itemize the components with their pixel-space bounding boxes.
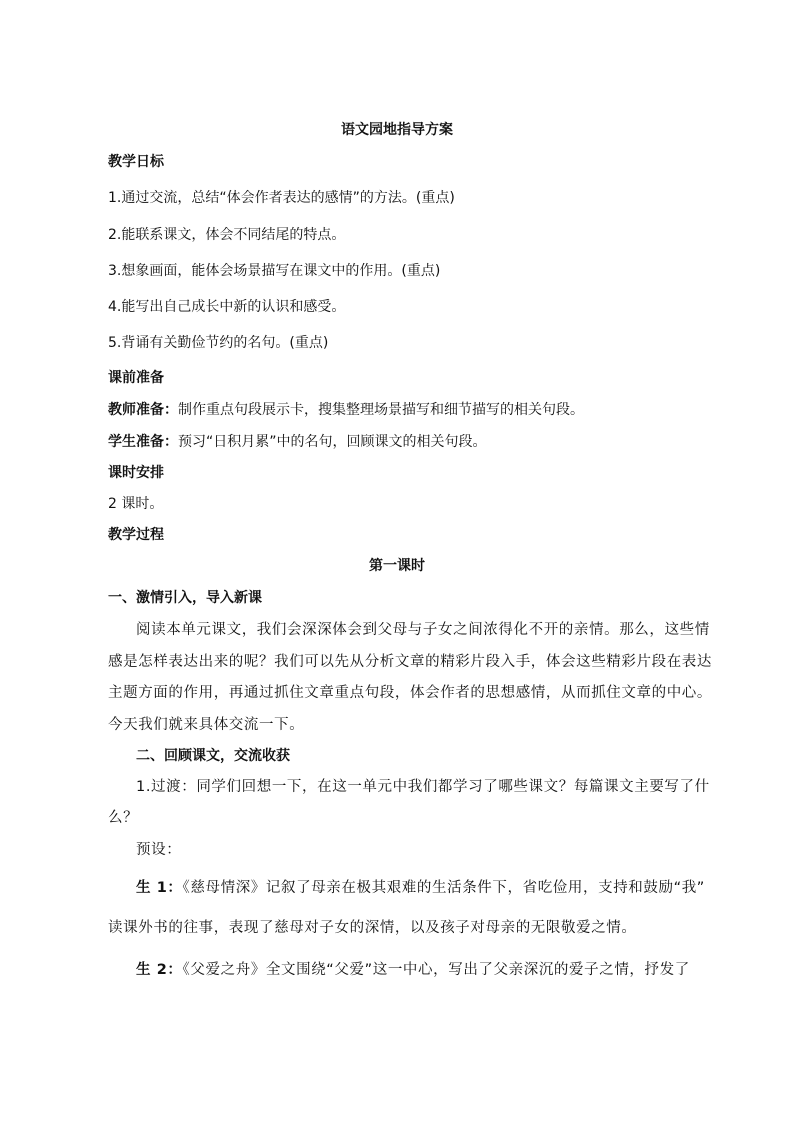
objective-item: 5.背诵有关勤俭节约的名句。(重点) <box>108 335 329 351</box>
teacher-prep-text: 制作重点句段展示卡，搜集整理场景描写和细节描写的相关句段。 <box>178 402 584 418</box>
objective-item: 3.想象画面，能体会场景描写在课文中的作用。(重点) <box>108 263 441 279</box>
student1-line: 读课外书的往事，表现了慈母对子女的深情，以及孩子对母亲的无限敬爱之情。 <box>108 920 637 936</box>
student1-label: 生 1： <box>136 880 183 896</box>
document-title: 语文园地指导方案 <box>341 122 453 138</box>
schedule-text: 2 课时。 <box>108 496 164 512</box>
prep-heading: 课前准备 <box>108 370 164 386</box>
part1-line: 主题方面的作用，再通过抓住文章重点句段，体会作者的思想感情，从而抓住文章的中心。 <box>108 685 712 701</box>
teacher-prep <box>108 400 708 420</box>
student1-line <box>108 878 708 898</box>
objective-item: 2.能联系课文，体会不同结尾的特点。 <box>108 227 346 243</box>
student2-label: 生 2： <box>136 962 183 978</box>
student1-text: 《慈母情深》记叙了母亲在极其艰难的生活条件下，省吃俭用，支持和鼓励“我” <box>182 880 705 896</box>
lesson-title: 第一课时 <box>369 558 425 574</box>
student-prep-label: 学生准备： <box>108 434 178 450</box>
objective-item: 4.能写出自己成长中新的认识和感受。 <box>108 299 346 315</box>
preset-label: 预设： <box>136 842 182 858</box>
part1-heading: 一、激情引入，导入新课 <box>108 590 262 606</box>
objective-item: 1.通过交流，总结“体会作者表达的感情”的方法。(重点) <box>108 190 455 206</box>
transition-line: 么？ <box>108 810 139 826</box>
part1-line: 今天我们就来具体交流一下。 <box>108 717 305 733</box>
teacher-prep-label: 教师准备： <box>108 402 178 418</box>
student2-text: 《父爱之舟》全文围绕“父爱”这一中心，写出了父亲深沉的爱子之情，抒发了 <box>182 962 690 978</box>
objectives-heading: 教学日标 <box>108 154 164 170</box>
transition-line: 1.过渡：同学们回想一下，在这一单元中我们都学习了哪些课文？每篇课文主要写了什 <box>136 779 710 795</box>
part1-line: 阅读本单元课文，我们会深深体会到父母与子女之间浓得化不开的亲情。那么，这些情 <box>136 622 710 638</box>
student-prep <box>108 432 708 452</box>
student2-line <box>108 960 708 980</box>
student-prep-text: 预习“日积月累”中的名句，回顾课文的相关句段。 <box>178 434 487 450</box>
part2-heading: 二、回顾课文，交流收获 <box>136 748 290 764</box>
schedule-heading: 课时安排 <box>108 465 164 481</box>
part1-line: 感是怎样表达出来的呢？我们可以先从分析文章的精彩片段入手，体会这些精彩片段在表达 <box>108 654 712 670</box>
process-heading: 教学过程 <box>108 527 164 543</box>
